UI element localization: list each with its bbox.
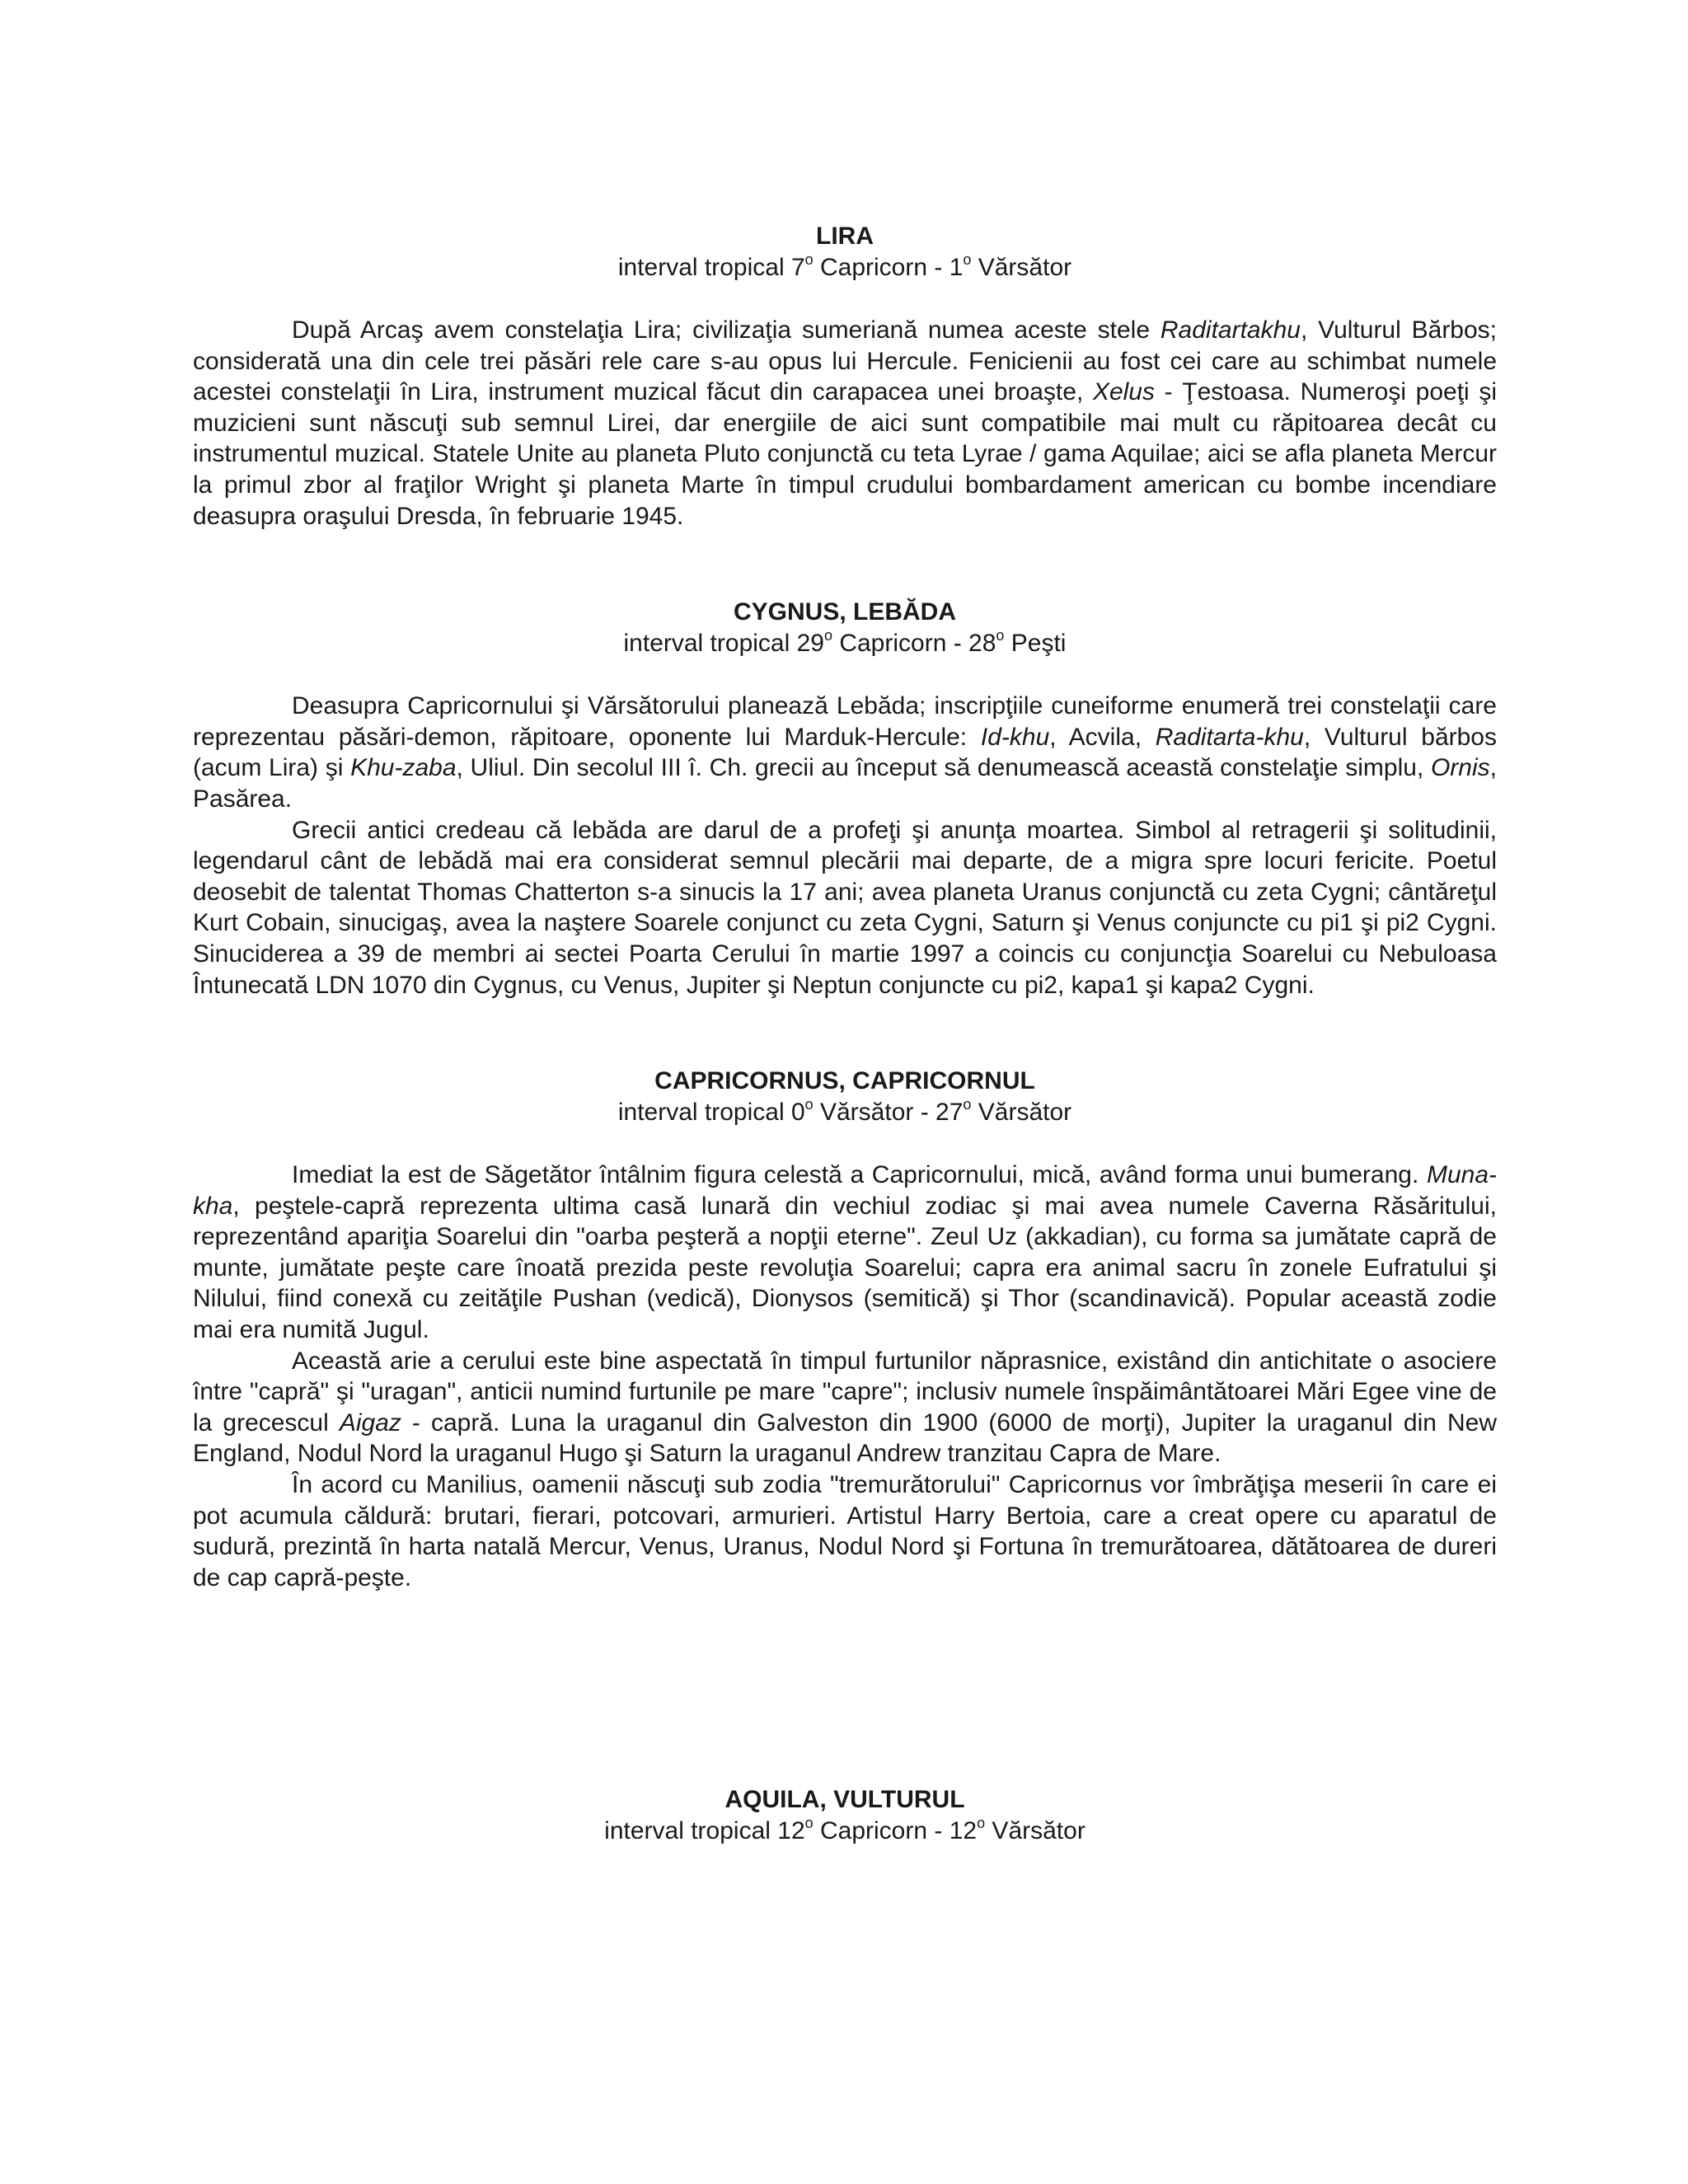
italic-term: Raditarta-khu bbox=[1155, 723, 1304, 751]
text-run: , Vulturul bărbos (acum Lira) şi bbox=[193, 723, 1497, 782]
degree-mark: o bbox=[804, 1096, 814, 1113]
interval-prefix: interval tropical 29 bbox=[623, 630, 824, 658]
degree-mark: o bbox=[977, 1815, 986, 1832]
section-cygnus bbox=[193, 597, 1497, 1001]
text-run: - Ţestoasa. Numeroşi poeţi şi muzicieni sunt născuţi sub semnul Lirei, dar energiile de aici sunt compatibile mai mult cu răpitoarea decât cu instrumentul muzical. Statele Unite au planeta Pluto conjunctă cu teta Lyrae / gama Aquilae; aici se afla planeta Mercur la primul zbor al fraţilor Wright şi planeta Marte în timpul crudului bombardament american cu bombe incendiare deasupra oraşului Dresda, în februarie 1945. bbox=[193, 378, 1497, 530]
section-body bbox=[193, 1160, 1497, 1593]
italic-term: Xelus bbox=[1092, 378, 1155, 406]
text-run: Grecii antici credeau că lebăda are darul de a profeţi şi anunţa moartea. Simbol al retragerii şi solitudinii, legendarul cânt de lebădă mai era considerat semnul plecării mai departe, de a migra spre locuri fericite. Poetul deosebit de talentat Thomas Chatterton s-a sinucis la 17 ani; avea planeta Uranus conjunctă cu zeta Cygni; cântăreţul Kurt Cobain, sinucigaş, avea la naştere Soarele conjunct cu zeta Cygni, Saturn şi Venus conjuncte cu pi1 şi pi2 Cygni. Sinuciderea a 39 de membri ai sectei Poarta Cerului în martie 1997 a coincis cu conjuncţia Soarelui cu Nebuloasa Întunecată LDN 1070 din Cygnus, cu Venus, Jupiter şi Neptun conjuncte cu pi2, kapa1 şi kapa2 Cygni. bbox=[193, 816, 1497, 999]
section-title: CAPRICORNUS, CAPRICORNUL bbox=[654, 1067, 1035, 1095]
italic-term: Aigaz bbox=[339, 1408, 401, 1436]
italic-term: Ornis bbox=[1430, 754, 1490, 782]
interval-prefix: interval tropical 12 bbox=[604, 1817, 805, 1845]
section-title: AQUILA, VULTURUL bbox=[724, 1786, 965, 1814]
body-paragraph bbox=[193, 1469, 1497, 1593]
text-run: - capră. Luna la uraganul din Galveston din 1900 (6000 de morţi), Jupiter la uraganul din New England, Nodul Nord la uraganul Hugo şi Saturn la uraganul Andrew tranzitau Capra de Mare. bbox=[193, 1408, 1497, 1468]
document-page bbox=[193, 221, 1497, 1847]
section-body bbox=[193, 691, 1497, 1001]
text-run: Această arie a cerului este bine aspectată în timpul furtunilor năprasnice, existând din antichitate o asociere între "capră" şi "uragan", anticii numind furtunile pe mare "capre"; inclusiv numele înspăimântătoarei Mări Egee vine de la grecescul bbox=[193, 1347, 1497, 1436]
section-interval bbox=[193, 1097, 1497, 1128]
italic-term: Id-khu bbox=[980, 723, 1050, 751]
body-paragraph bbox=[193, 1346, 1497, 1469]
section-interval bbox=[193, 628, 1497, 659]
text-run: , peştele-capră reprezenta ultima casă lunară din vechiul zodiac şi mai avea numele Caverna Răsăritului, reprezentând apariţia Soarelui din "oarba peşteră a nopţii eterne". Zeul Uz (akkadian), cu forma sa jumătate capră de munte, jumătate peşte care înoată prezida peste revoluţia Soarelui; capra era animal sacru în zonele Eufratului şi Nilului, fiind conexă cu zeităţile Pushan (vedică), Dionysos (semitică) şi Thor (scandinavică). Popular această zodie mai era numită Jugul. bbox=[193, 1192, 1497, 1344]
section-title: CYGNUS, LEBĂDA bbox=[733, 598, 956, 626]
interval-mid: Vărsător - 27 bbox=[813, 1099, 964, 1127]
section-body bbox=[193, 315, 1497, 532]
interval-suffix: Peşti bbox=[1004, 630, 1067, 658]
interval-mid: Capricorn - 12 bbox=[813, 1817, 978, 1845]
body-paragraph bbox=[193, 1160, 1497, 1346]
degree-mark: o bbox=[823, 627, 832, 644]
section-lira bbox=[193, 221, 1497, 532]
interval-suffix: Vărsător bbox=[971, 1099, 1072, 1127]
text-run: După Arcaş avem constelaţia Lira; civilizaţia sumeriană numea aceste stele bbox=[292, 316, 1160, 344]
section-title: LIRA bbox=[816, 223, 874, 250]
body-paragraph bbox=[193, 815, 1497, 1001]
text-run: În acord cu Manilius, oamenii născuţi sub zodia "tremurătorului" Capricornus vor îmbrăţişa meserii în care ei pot acumula căldură: brutari, fierari, potcovari, armurieri. Artistul Harry Bertoia, care a creat opere cu aparatul de sudură, prezintă în harta natală Mercur, Venus, Uranus, Nodul Nord şi Fortuna în tremurătoarea, dătătoarea de dureri de cap capră-peşte. bbox=[193, 1471, 1497, 1591]
interval-suffix: Vărsător bbox=[985, 1817, 1085, 1845]
text-run: Deasupra Capricornului şi Vărsătorului planează Lebăda; inscripţiile cuneiforme enumeră trei constelaţii care reprezentau păsări-demon, răpitoare, oponente lui Marduk-Hercule: bbox=[193, 692, 1497, 751]
degree-mark: o bbox=[804, 251, 814, 268]
degree-mark: o bbox=[804, 1815, 814, 1832]
italic-term: Khu-zaba bbox=[350, 754, 457, 782]
degree-mark: o bbox=[996, 627, 1005, 644]
degree-mark: o bbox=[963, 251, 972, 268]
italic-term: Raditartakhu bbox=[1160, 316, 1301, 344]
section-capricornus bbox=[193, 1066, 1497, 1593]
section-interval bbox=[193, 252, 1497, 284]
text-run: , Uliul. Din secolul III î. Ch. grecii au început să denumească această constelaţie simplu, bbox=[456, 754, 1431, 782]
text-run: Imediat la est de Săgetător întâlnim figura celestă a Capricornului, mică, având forma unui bumerang. bbox=[292, 1161, 1427, 1189]
body-paragraph bbox=[193, 691, 1497, 814]
body-paragraph bbox=[193, 315, 1497, 532]
interval-mid: Capricorn - 1 bbox=[813, 254, 964, 281]
section-interval bbox=[193, 1816, 1497, 1847]
italic-term: Muna-kha bbox=[193, 1161, 1497, 1220]
text-run: , Pasărea. bbox=[193, 754, 1497, 813]
interval-mid: Capricorn - 28 bbox=[832, 630, 996, 658]
degree-mark: o bbox=[963, 1096, 972, 1113]
text-run: , Vulturul Bărbos; considerată una din cele trei păsări rele care s-au opus lui Hercule. Fenicienii au fost cei care au schimbat numele acestei constelaţii în Lira, instrument muzical făcut din carapacea unei broaşte, bbox=[193, 316, 1498, 406]
section-aquila bbox=[193, 1784, 1497, 1847]
interval-suffix: Vărsător bbox=[971, 254, 1072, 281]
interval-prefix: interval tropical 7 bbox=[617, 254, 805, 281]
text-run: , Acvila, bbox=[1049, 723, 1156, 751]
interval-prefix: interval tropical 0 bbox=[617, 1099, 805, 1127]
